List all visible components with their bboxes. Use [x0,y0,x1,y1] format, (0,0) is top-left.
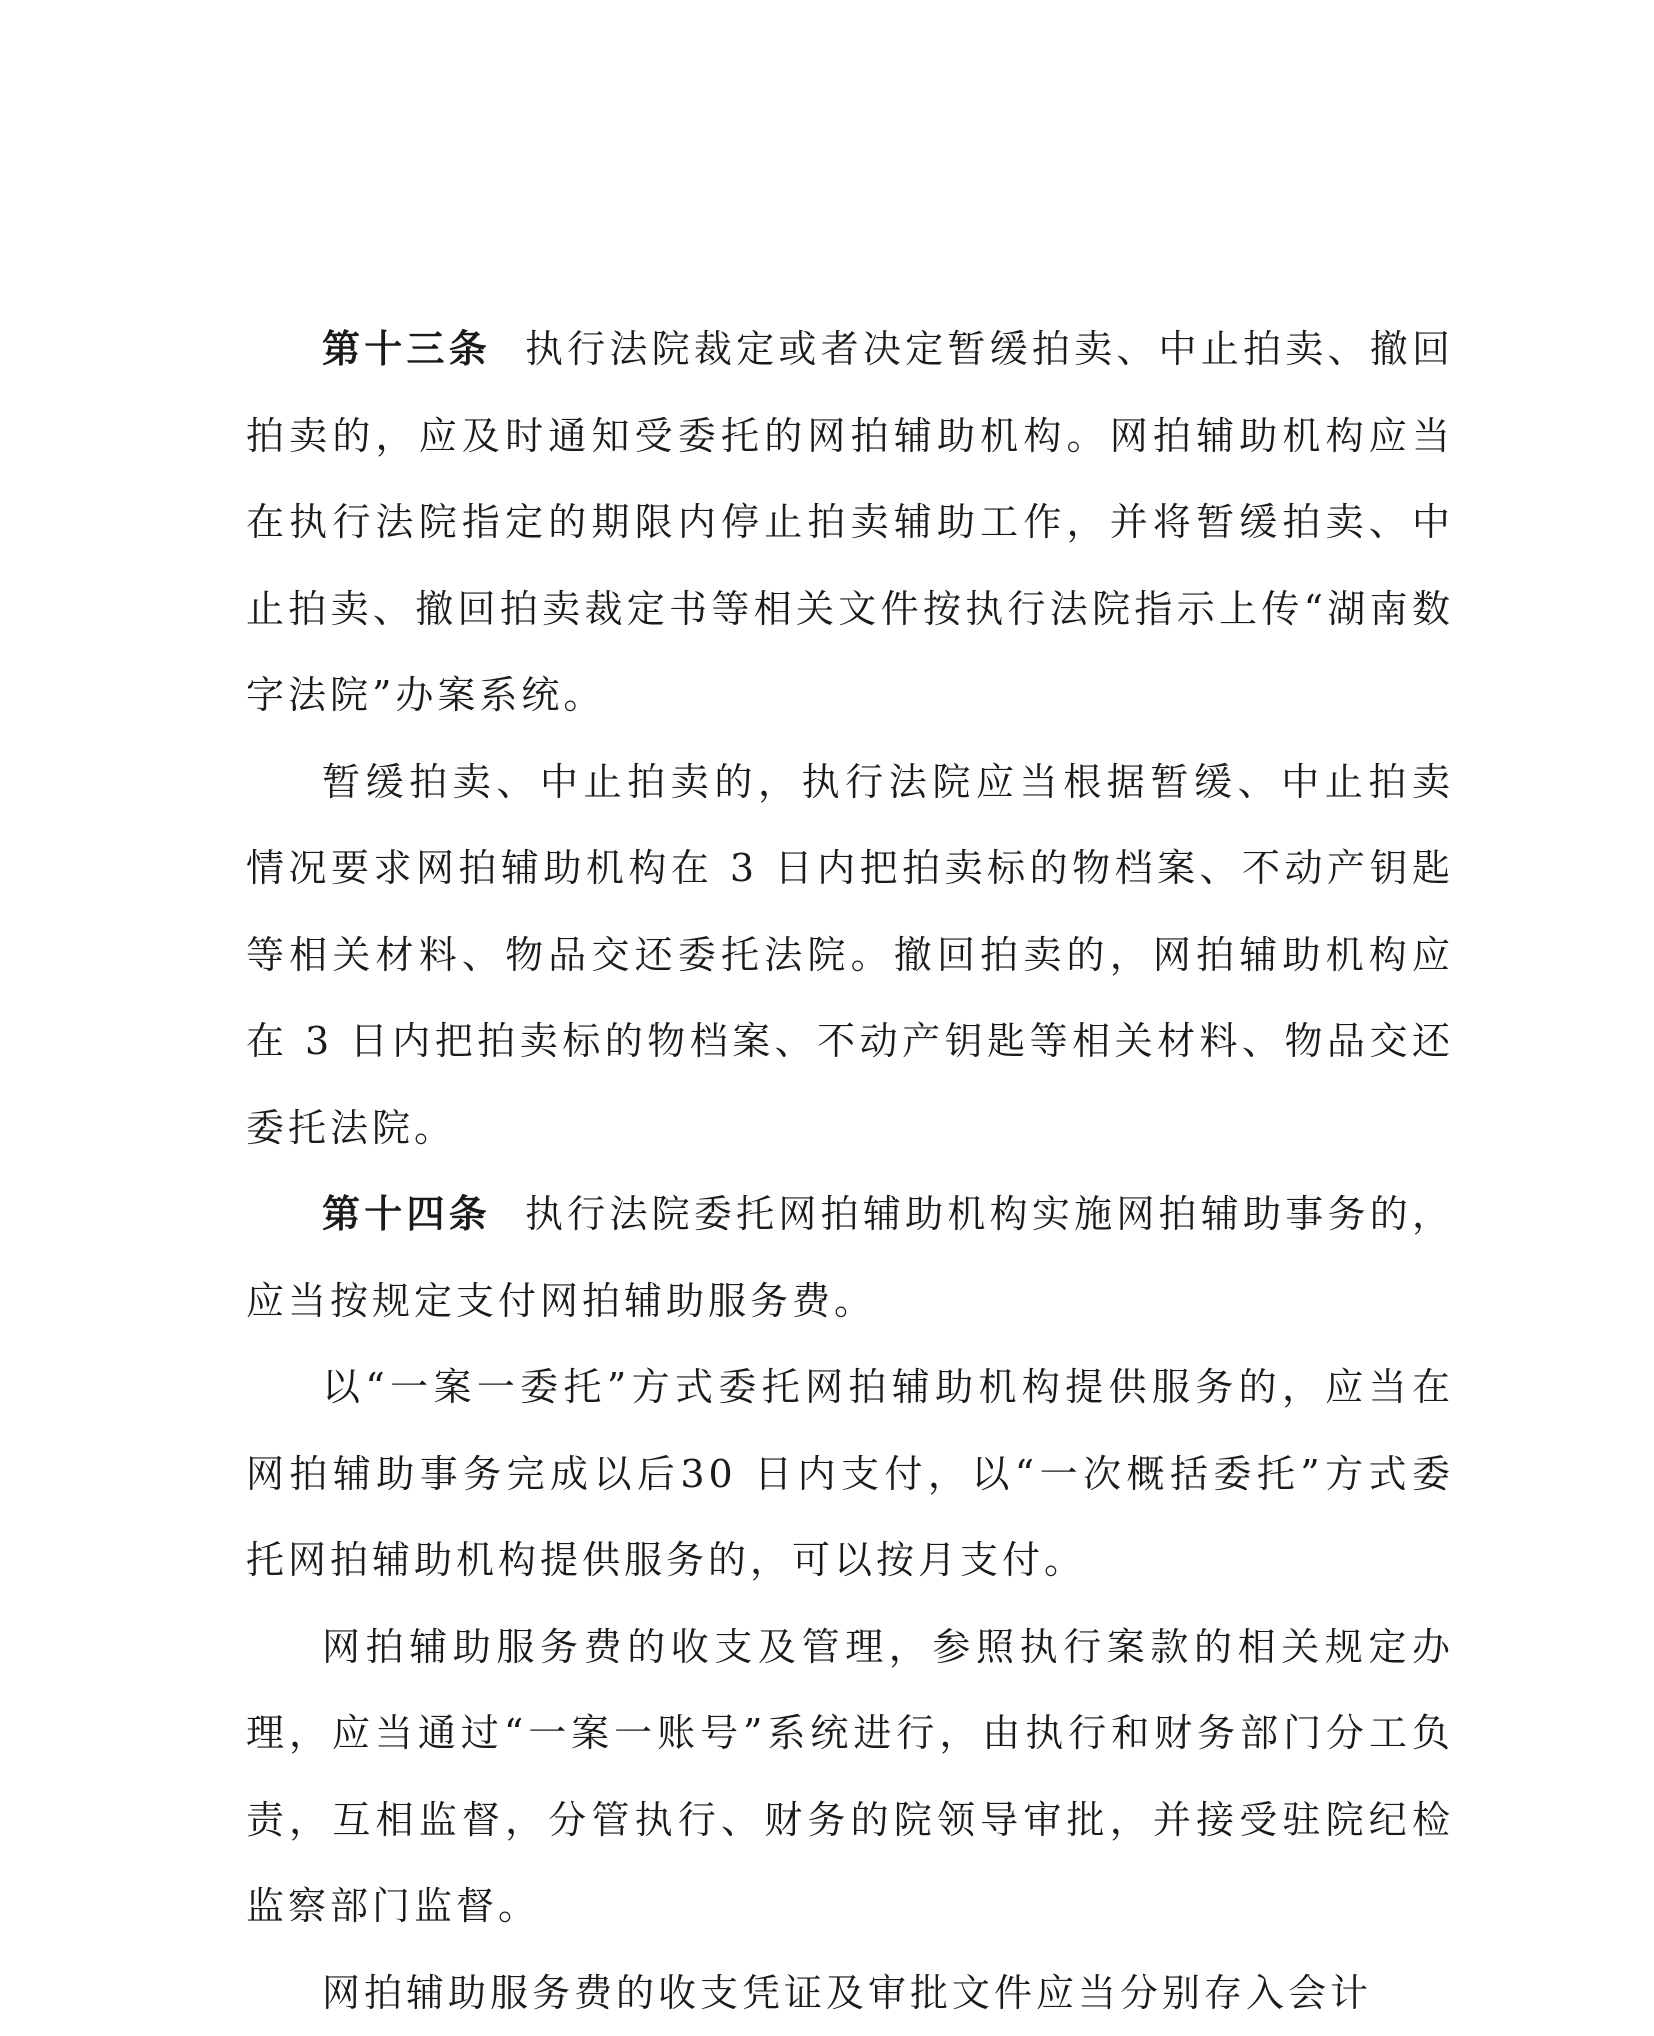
article-13-text: 执行法院裁定或者决定暂缓拍卖、中止拍卖、撤回拍卖的，应及时通知受委托的网拍辅助机构。网拍辅助机构应当在执行法院指定的期限内停止拍卖辅助工作，并将暂缓拍卖、中止拍卖、撤回拍卖裁定书等相关文件按执行法院指示上传“湖南数字法院”办案系统。 [246,327,1454,717]
article-14-paragraph-2 [246,1344,1454,1604]
article-13-paragraph [246,306,1454,739]
document-body [246,306,1454,2036]
article-14-heading: 第十四条 [322,1191,491,1236]
article-14-paragraph-4 [246,1950,1454,2036]
article-14-text-3: 网拍辅助服务费的收支及管理，参照执行案款的相关规定办理，应当通过“一案一账号”系统进行，由执行和财务部门分工负责，互相监督，分管执行、财务的院领导审批，并接受驻院纪检监察部门监督。 [246,1625,1454,1929]
article-14-paragraph-3 [246,1604,1454,1950]
article-14-text-4: 网拍辅助服务费的收支凭证及审批文件应当分别存入会计 [322,1971,1372,2015]
article-13-heading: 第十三条 [322,326,491,371]
article-14-text-2: 以“一案一委托”方式委托网拍辅助机构提供服务的，应当在网拍辅助事务完成以后30 日内支付，以“一次概括委托”方式委托网拍辅助机构提供服务的，可以按月支付。 [246,1365,1454,1582]
article-13-paragraph-2 [246,739,1454,1172]
article-13-text-2: 暂缓拍卖、中止拍卖的，执行法院应当根据暂缓、中止拍卖情况要求网拍辅助机构在 3 日内把拍卖标的物档案、不动产钥匙等相关材料、物品交还委托法院。撤回拍卖的，网拍辅助机构应在 3 日内把拍卖标的物档案、不动产钥匙等相关材料、物品交还委托法院。 [246,760,1454,1150]
article-14-paragraph [246,1171,1454,1344]
article-14-text: 执行法院委托网拍辅助机构实施网拍辅助事务的，应当按规定支付网拍辅助服务费。 [246,1192,1454,1323]
